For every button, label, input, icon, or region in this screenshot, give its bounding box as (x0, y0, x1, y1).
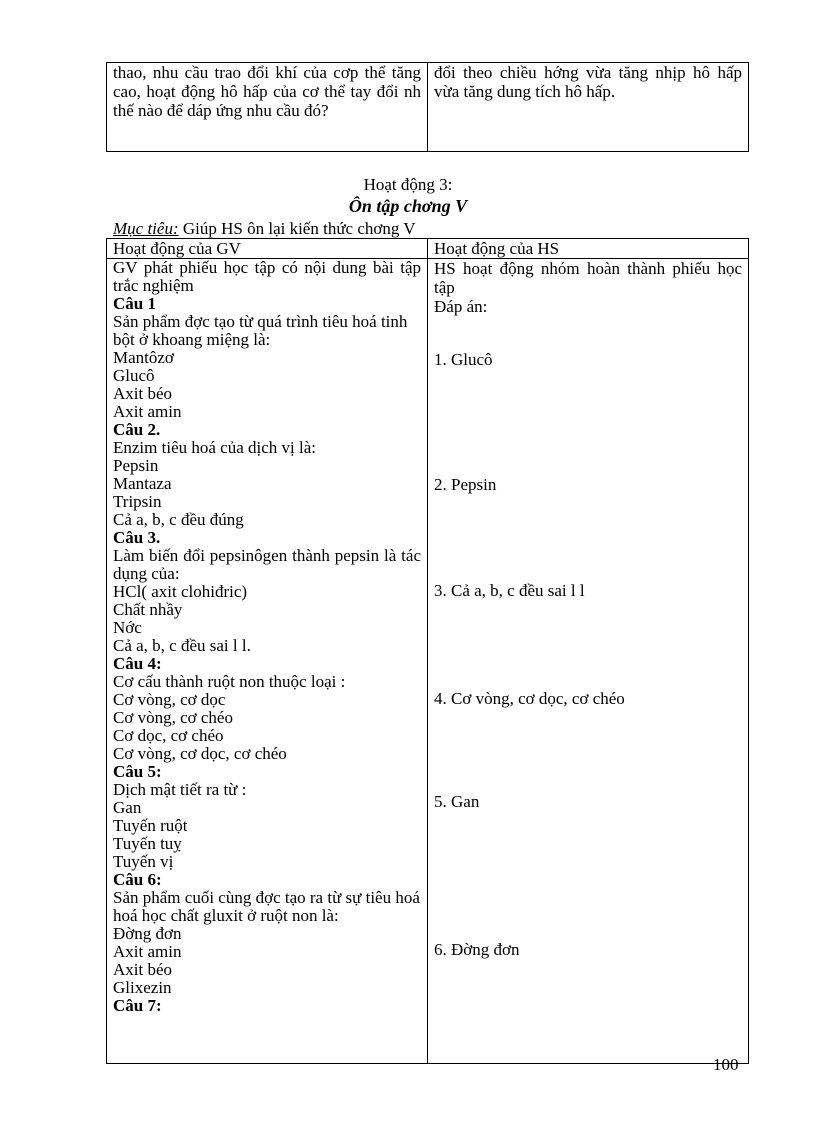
answer-item: 3. Cả a, b, c đều sai l l (434, 581, 585, 600)
option: Tuyến vị (113, 852, 174, 871)
option: Glixezin (113, 978, 172, 997)
question-prompt: Sản phẩm cuối cùng đợc tạo ra từ sự tiêu hoá hoá học chất gluxit ở ruột non là: (113, 888, 420, 925)
answer-item: 2. Pepsin (434, 475, 497, 494)
option: HCl( axit clohiđric) (113, 582, 248, 601)
option: Tuyến ruột (113, 816, 188, 835)
objective-text: Giúp HS ôn lại kiến thức chơng V (178, 219, 416, 238)
option: Tuyến tuỵ (113, 834, 182, 853)
option: Axit béo (113, 384, 173, 403)
top-table-left-cell: thao, nhu cầu trao đổi khí của cơp thể tăng cao, hoạt động hô hấp của cơ thể tay đổi nh thế nào để dáp ứng nhu cầu đó? (107, 63, 428, 152)
option: Gan (113, 798, 142, 817)
objective-line (113, 219, 416, 239)
question-title: Câu 2. (113, 420, 161, 439)
answer-item: 6. Đờng đơn (434, 940, 520, 959)
page-number: 100 (713, 1055, 739, 1074)
option: Cơ vòng, cơ chéo (113, 708, 233, 727)
question-title: Câu 4: (113, 654, 162, 673)
hs-intro: HS hoạt động nhóm hoàn thành phiếu học tập (434, 259, 742, 297)
option: Axit béo (113, 960, 173, 979)
answer-label: Đáp án: (434, 297, 488, 316)
hs-activity-cell (428, 259, 749, 1064)
question-prompt: Sản phẩm đợc tạo từ quá trình tiêu hoá tinh bột ở khoang miệng là: (113, 312, 408, 349)
option: Cả a, b, c đều sai l l. (113, 636, 251, 655)
question-prompt: Enzim tiêu hoá của dịch vị là: (113, 438, 316, 457)
top-table (106, 62, 749, 152)
option: Pepsin (113, 456, 159, 475)
question-title: Câu 3. (113, 528, 161, 547)
answer-item: 1. Glucô (434, 350, 493, 369)
option: Mantôzơ (113, 348, 174, 367)
option: Axit amin (113, 402, 182, 421)
option: Cả a, b, c đều đúng (113, 510, 244, 529)
option: Nớc (113, 618, 142, 637)
option: Tripsin (113, 492, 162, 511)
option: Cơ vòng, cơ dọc (113, 690, 226, 709)
column-header-gv: Hoạt động của GV (107, 239, 428, 259)
answer-item: 5. Gan (434, 792, 480, 811)
activity-heading: Hoạt động 3: (363, 175, 453, 194)
gv-intro: GV phát phiếu học tập có nội dung bài tập trắc nghiệm (113, 258, 421, 295)
question-title: Câu 7: (113, 996, 162, 1015)
option: Axit amin (113, 942, 182, 961)
question-title: Câu 5: (113, 762, 162, 781)
answer-item: 4. Cơ vòng, cơ dọc, cơ chéo (434, 689, 625, 708)
objective-label: Mục tiêu: (113, 219, 179, 238)
question-prompt: Làm biến đổi pepsinôgen thành pepsin là tác dụng của: (113, 546, 421, 583)
review-heading: Ôn tập chơng V (348, 196, 468, 216)
top-table-right-cell: đổi theo chiều hớng vừa tăng nhịp hô hấp vừa tăng dung tích hô hấp. (428, 63, 749, 152)
option: Mantaza (113, 474, 172, 493)
column-header-hs: Hoạt động của HS (428, 239, 749, 259)
question-title: Câu 1 (113, 294, 156, 313)
question-prompt: Dịch mật tiết ra từ : (113, 780, 247, 799)
option: Đờng đơn (113, 924, 182, 943)
option: Chất nhầy (113, 600, 183, 619)
main-table (106, 238, 749, 1064)
option: Cơ vòng, cơ dọc, cơ chéo (113, 744, 287, 763)
option: Cơ dọc, cơ chéo (113, 726, 224, 745)
table-row (107, 63, 749, 152)
question-prompt: Cơ cấu thành ruột non thuộc loại : (113, 672, 346, 691)
option: Glucô (113, 366, 155, 385)
table-header-row (107, 239, 749, 259)
table-row (107, 259, 749, 1064)
question-title: Câu 6: (113, 870, 162, 889)
gv-activity-cell (107, 259, 428, 1064)
